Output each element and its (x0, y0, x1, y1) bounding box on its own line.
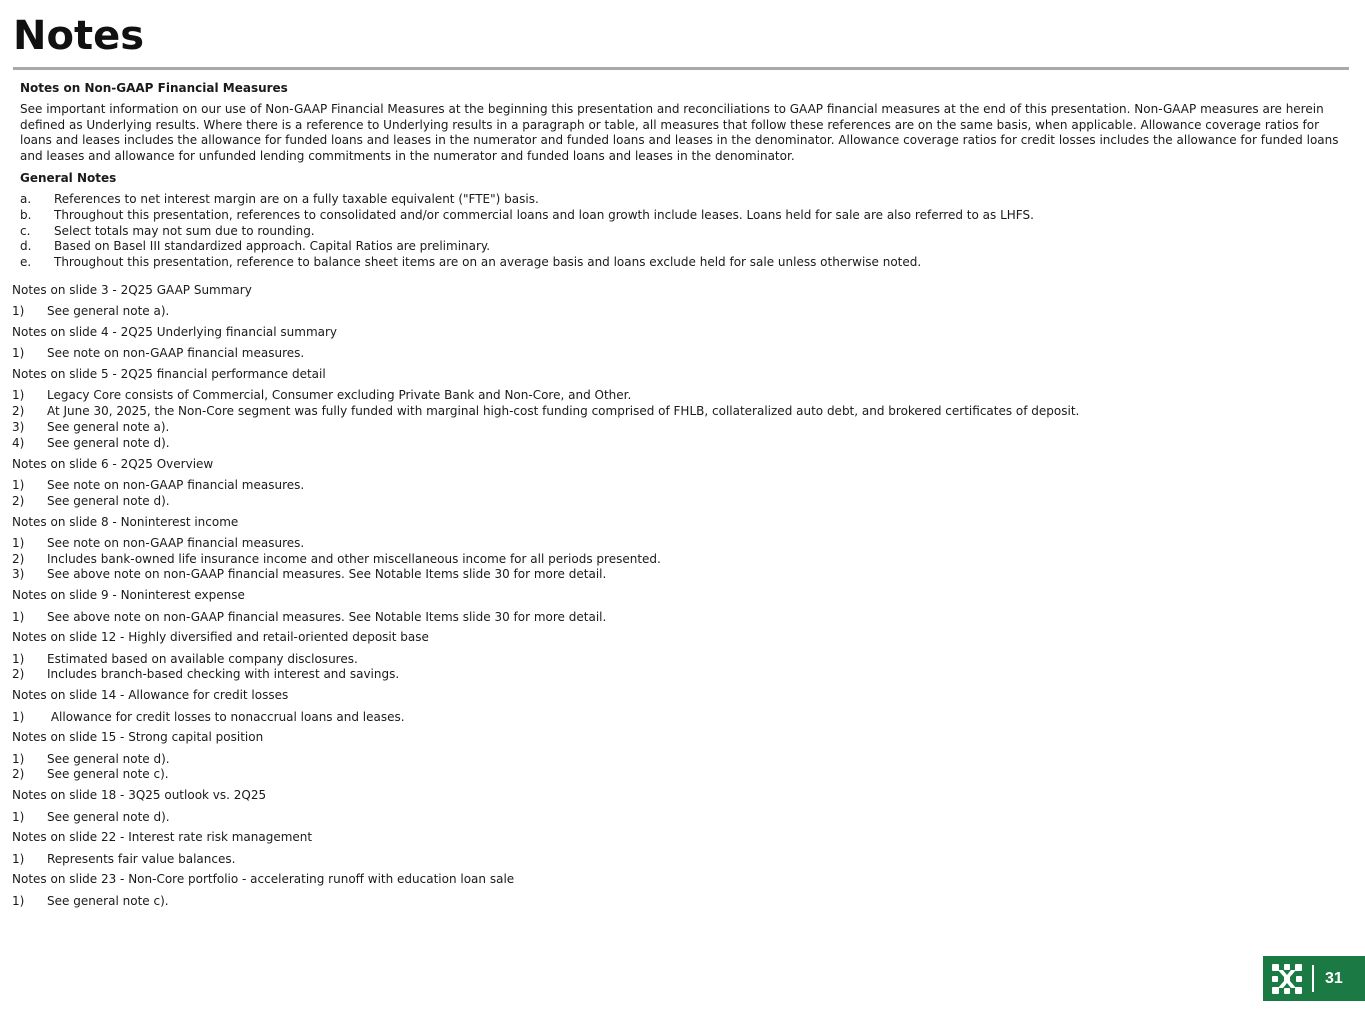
slide-note-item (12, 894, 1342, 910)
slide-note-item (12, 388, 1342, 404)
top-notes (20, 80, 1340, 271)
slide-note-marker: 3) (12, 420, 25, 435)
slide-note-marker: 1) (12, 535, 25, 550)
slide-note-list (12, 388, 1342, 451)
general-notes-heading: General Notes (20, 171, 117, 185)
slide-note-text: See note on non-GAAP financial measures. (47, 535, 305, 550)
slide-note-item (12, 567, 1342, 583)
slide-note-section (12, 283, 1342, 320)
non-gaap-line: defined as Underlying results. Where there is a reference to Underlying results in a paragraph or table, all measures that follow these references are on the same basis, when applicable. Allowance coverage ratios for (20, 117, 1320, 132)
slide-note-marker: 1) (12, 346, 25, 361)
slide-note-heading: Notes on slide 6 - 2Q25 Overview (12, 456, 214, 471)
general-note-item (20, 208, 1340, 224)
slide-note-item (12, 767, 1342, 783)
slide-note-list (12, 478, 1342, 510)
slide-note-item (12, 404, 1342, 420)
slide-note-list (12, 346, 1342, 362)
slide-note-heading: Notes on slide 22 - Interest rate risk management (12, 830, 313, 845)
slide-note-marker: 2) (12, 404, 25, 419)
slide-note-heading: Notes on slide 4 - 2Q25 Underlying financial summary (12, 325, 338, 340)
slide-note-text: See note on non-GAAP financial measures. (47, 477, 305, 492)
slide-note-text: See general note a). (47, 420, 170, 435)
general-note-text: Throughout this presentation, references to consolidated and/or commercial loans and loan growth include leases. Loans held for sale are also referred to as LHFS. (54, 207, 1034, 222)
slide-note-heading: Notes on slide 23 - Non-Core portfolio - accelerating runoff with education loan sale (12, 872, 515, 887)
slide-note-heading: Notes on slide 18 - 3Q25 outlook vs. 2Q25 (12, 788, 267, 803)
general-note-item (20, 255, 1340, 271)
general-note-marker: b. (20, 207, 32, 222)
slide-note-section (12, 588, 1342, 625)
slide-note-text: See general note d). (47, 751, 170, 766)
general-note-text: References to net interest margin are on a fully taxable equivalent ("FTE") basis. (54, 192, 539, 206)
slide-note-marker: 4) (12, 435, 25, 450)
slide-note-marker: 1) (12, 304, 25, 319)
slide-note-text: See general note c). (47, 767, 169, 782)
slide-note-list (12, 894, 1342, 910)
slide-note-item (12, 436, 1342, 452)
slide-note-list (12, 710, 1342, 726)
slide-note-text: Includes branch-based checking with interest and savings. (47, 667, 400, 682)
slide-note-text: See general note d). (47, 435, 170, 450)
slide-note-list (12, 852, 1342, 868)
slide-note-list (12, 610, 1342, 626)
general-note-item (20, 239, 1340, 255)
slide-note-heading: Notes on slide 14 - Allowance for credit losses (12, 688, 289, 703)
slide-note-marker: 1) (12, 751, 25, 766)
general-note-text: Select totals may not sum due to rounding. (54, 223, 315, 238)
citizens-logo-icon (1272, 964, 1302, 998)
slide-note-marker: 2) (12, 551, 25, 566)
slide-note-item (12, 420, 1342, 436)
slide-note-text: See above note on non-GAAP financial measures. See Notable Items slide 30 for more detail. (47, 609, 607, 624)
slide-note-item (12, 304, 1342, 320)
page-title: Notes (13, 13, 145, 59)
slide-note-item (12, 710, 1342, 726)
slide-note-text: Allowance for credit losses to nonaccrual loans and leases. (47, 709, 405, 724)
slide-note-section (12, 730, 1342, 783)
slide-note-section (12, 830, 1342, 867)
slide-note-marker: 2) (12, 667, 25, 682)
slide-note-text: See general note c). (47, 893, 169, 908)
slide-note-item (12, 552, 1342, 568)
general-notes-list (20, 192, 1340, 271)
slide-note-section (12, 872, 1342, 909)
slide-note-item (12, 852, 1342, 868)
general-note-item (20, 224, 1340, 240)
non-gaap-line: See important information on our use of Non-GAAP Financial Measures at the beginning this presentation and reconciliations to GAAP financial measures at the end of this presentation. Non-GAAP measures are herein (20, 102, 1324, 116)
slide-note-heading: Notes on slide 15 - Strong capital position (12, 730, 264, 745)
slide-note-list (12, 536, 1342, 583)
slide-note-heading: Notes on slide 12 - Highly diversified and retail-oriented deposit base (12, 630, 429, 645)
slide-note-item (12, 810, 1342, 826)
slide-note-section (12, 788, 1342, 825)
non-gaap-heading: Notes on Non-GAAP Financial Measures (20, 81, 288, 95)
slide-note-marker: 1) (12, 609, 25, 624)
slide-note-heading: Notes on slide 8 - Noninterest income (12, 514, 239, 529)
slide-note-marker: 1) (12, 709, 25, 724)
slide-note-marker: 1) (12, 651, 25, 666)
badge-divider (1312, 965, 1314, 992)
slide-note-marker: 3) (12, 567, 25, 582)
general-note-marker: d. (20, 239, 32, 254)
slide-note-item (12, 610, 1342, 626)
slide-note-text: Represents fair value balances. (47, 851, 236, 866)
non-gaap-line: loans and leases includes the allowance for funded loans and leases in the numerator and funded loans and leases in the denominator. Allowance coverage ratios for credit losses includes the allowance for funded loans (20, 133, 1339, 147)
non-gaap-line: and leases and allowance for unfunded lending commitments in the numerator and funded loans and leases in the denominator. (20, 148, 795, 163)
general-note-marker: c. (20, 223, 31, 238)
slide-note-text: See general note d). (47, 809, 170, 824)
title-divider (13, 67, 1349, 70)
slide-note-text: See general note a). (47, 304, 170, 319)
slide-note-section (12, 325, 1342, 362)
slide-note-section (12, 630, 1342, 683)
page-number-badge (1263, 956, 1365, 1001)
slide-note-section (12, 515, 1342, 584)
slide-note-marker: 1) (12, 893, 25, 908)
general-note-marker: a. (20, 192, 32, 206)
slide-note-marker: 2) (12, 767, 25, 782)
slide-note-text: At June 30, 2025, the Non-Core segment was fully funded with marginal high-cost funding comprised of FHLB, collateralized auto debt, and brokered certificates of deposit. (47, 404, 1080, 419)
slide-note-text: See note on non-GAAP financial measures. (47, 346, 305, 361)
slide-note-item (12, 494, 1342, 510)
slide-note-text: Legacy Core consists of Commercial, Consumer excluding Private Bank and Non-Core, and Other. (47, 388, 632, 403)
slide-note-item (12, 346, 1342, 362)
slide-note-section (12, 457, 1342, 510)
slide-note-list (12, 810, 1342, 826)
slide-note-list (12, 652, 1342, 684)
slide-note-list (12, 752, 1342, 784)
slide-note-list (12, 304, 1342, 320)
slide-note-marker: 1) (12, 851, 25, 866)
slide-note-item (12, 478, 1342, 494)
slide-note-item (12, 652, 1342, 668)
slide-note-heading: Notes on slide 5 - 2Q25 financial performance detail (12, 367, 326, 382)
non-gaap-paragraph (20, 102, 1340, 164)
general-note-marker: e. (20, 255, 32, 270)
slide-note-section (12, 367, 1342, 451)
page-number: 31 (1325, 970, 1343, 987)
slide-note-item (12, 752, 1342, 768)
slide-note-marker: 1) (12, 477, 25, 492)
general-note-item (20, 192, 1340, 208)
slide-notes (12, 283, 1342, 915)
slide-note-marker: 1) (12, 809, 25, 824)
slide-note-text: See above note on non-GAAP financial measures. See Notable Items slide 30 for more detail. (47, 567, 607, 582)
slide-note-heading: Notes on slide 9 - Noninterest expense (12, 588, 245, 603)
slide-note-marker: 1) (12, 388, 25, 403)
slide-note-heading: Notes on slide 3 - 2Q25 GAAP Summary (12, 283, 252, 297)
general-note-text: Based on Basel III standardized approach. Capital Ratios are preliminary. (54, 239, 491, 254)
slide-note-text: Includes bank-owned life insurance income and other miscellaneous income for all periods presented. (47, 551, 661, 566)
slide-note-item (12, 536, 1342, 552)
slide-note-marker: 2) (12, 493, 25, 508)
slide-note-item (12, 667, 1342, 683)
slide-note-section (12, 688, 1342, 725)
slide-note-text: Estimated based on available company disclosures. (47, 651, 358, 666)
slide-note-text: See general note d). (47, 493, 170, 508)
general-note-text: Throughout this presentation, reference to balance sheet items are on an average basis and loans exclude held for sale unless otherwise noted. (54, 255, 922, 270)
